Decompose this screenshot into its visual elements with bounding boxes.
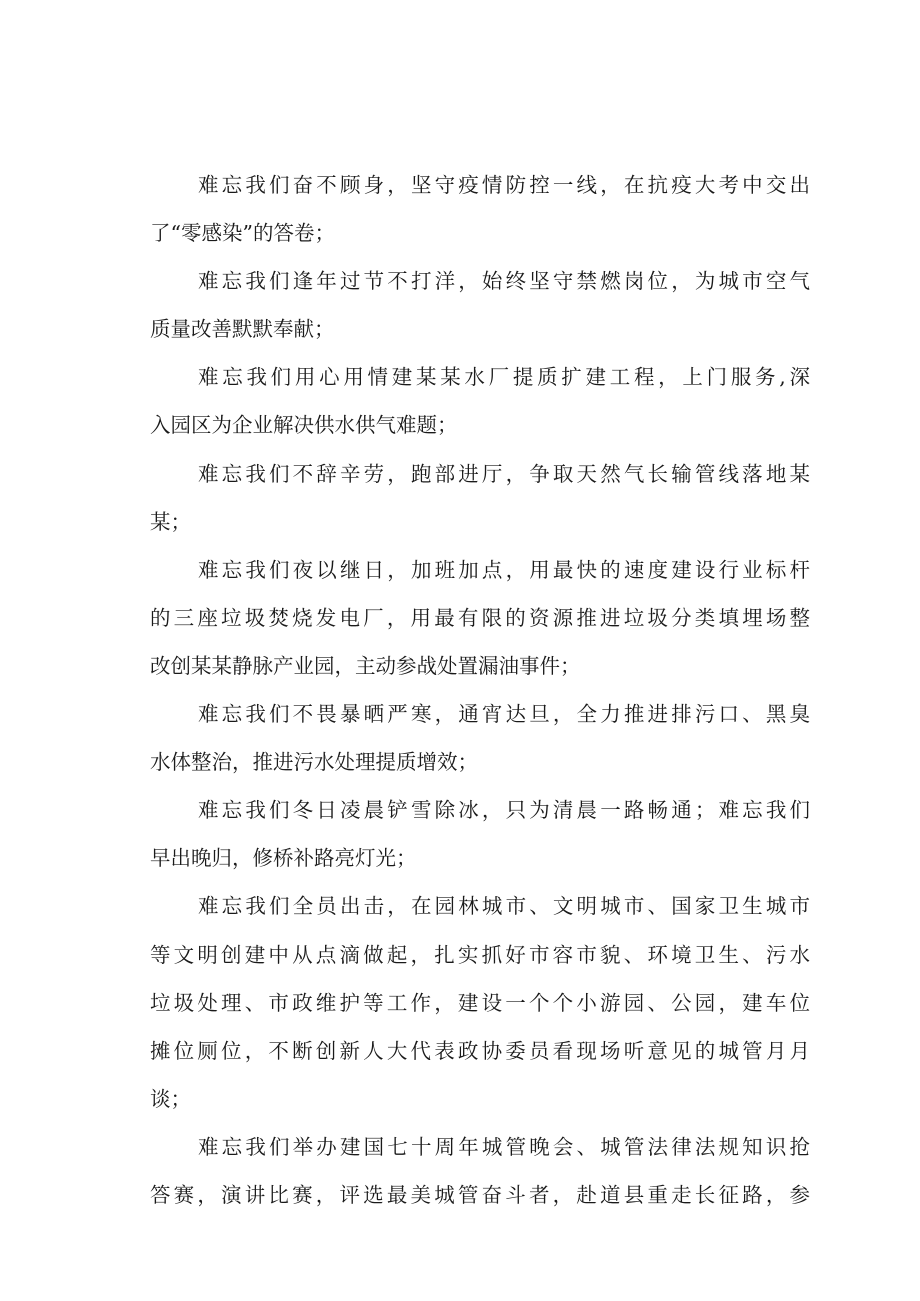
text-line: 答赛，演讲比赛，评选最美城管奋斗者，赴道县重走长征路，参: [150, 1182, 810, 1207]
text-line: 垃圾处理、市政维护等工作，建设一个个小游园、公园，建车位: [150, 990, 810, 1015]
text-line: 难忘我们不辞辛劳，跑部进厅，争取天然气长输管线落地某: [198, 461, 810, 486]
text-line: 了“零感染”的答卷；: [150, 221, 335, 246]
text-line: 早出晚归，修桥补路亮灯光；: [150, 846, 417, 871]
text-line: 难忘我们不畏暴晒严寒，通宵达旦，全力推进排污口、黑臭: [198, 702, 810, 727]
paragraph: [150, 786, 810, 882]
text-line: 等文明创建中从点滴做起，扎实抓好市容市貌、环境卫生、污水: [150, 942, 810, 967]
text-line: 的三座垃圾焚烧发电厂，用最有限的资源推进垃圾分类填埋场整: [150, 605, 810, 630]
paragraph: [150, 450, 810, 546]
paragraph: [150, 690, 810, 786]
body-text: [150, 161, 810, 1219]
text-line: 谈；: [150, 1086, 191, 1111]
paragraph: [150, 1123, 810, 1219]
text-line: 难忘我们奋不顾身，坚守疫情防控一线，在抗疫大考中交出: [198, 173, 810, 197]
text-line: 难忘我们逢年过节不打洋，始终坚守禁燃岗位，为城市空气: [198, 269, 810, 294]
text-line: 难忘我们举办建国七十周年城管晚会、城管法律法规知识抢: [198, 1134, 810, 1159]
text-line: 难忘我们冬日凌晨铲雪除冰，只为清晨一路畅通；难忘我们: [198, 798, 810, 823]
text-line: 水体整治，推进污水处理提质增效；: [150, 750, 478, 775]
text-line: 某；: [150, 509, 191, 534]
text-line: 难忘我们全员出击，在园林城市、文明城市、国家卫生城市: [198, 894, 810, 919]
paragraph: [150, 257, 810, 353]
text-line: 摊位厕位，不断创新人大代表政协委员看现场听意见的城管月月: [150, 1038, 810, 1063]
text-line: 入园区为企业解决供水供气难题；: [150, 413, 458, 438]
text-line: 质量改善默默奉献；: [150, 317, 335, 342]
paragraph: [150, 882, 810, 1122]
paragraph: [150, 546, 810, 690]
paragraph: [150, 161, 810, 257]
text-line: 难忘我们夜以继日，加班加点，用最快的速度建设行业标杆: [198, 557, 810, 582]
text-line: 改创某某静脉产业园，主动参战处置漏油事件；: [150, 653, 581, 678]
text-line: 难忘我们用心用情建某某水厂提质扩建工程，上门服务,深: [198, 365, 810, 390]
paragraph: [150, 353, 810, 449]
